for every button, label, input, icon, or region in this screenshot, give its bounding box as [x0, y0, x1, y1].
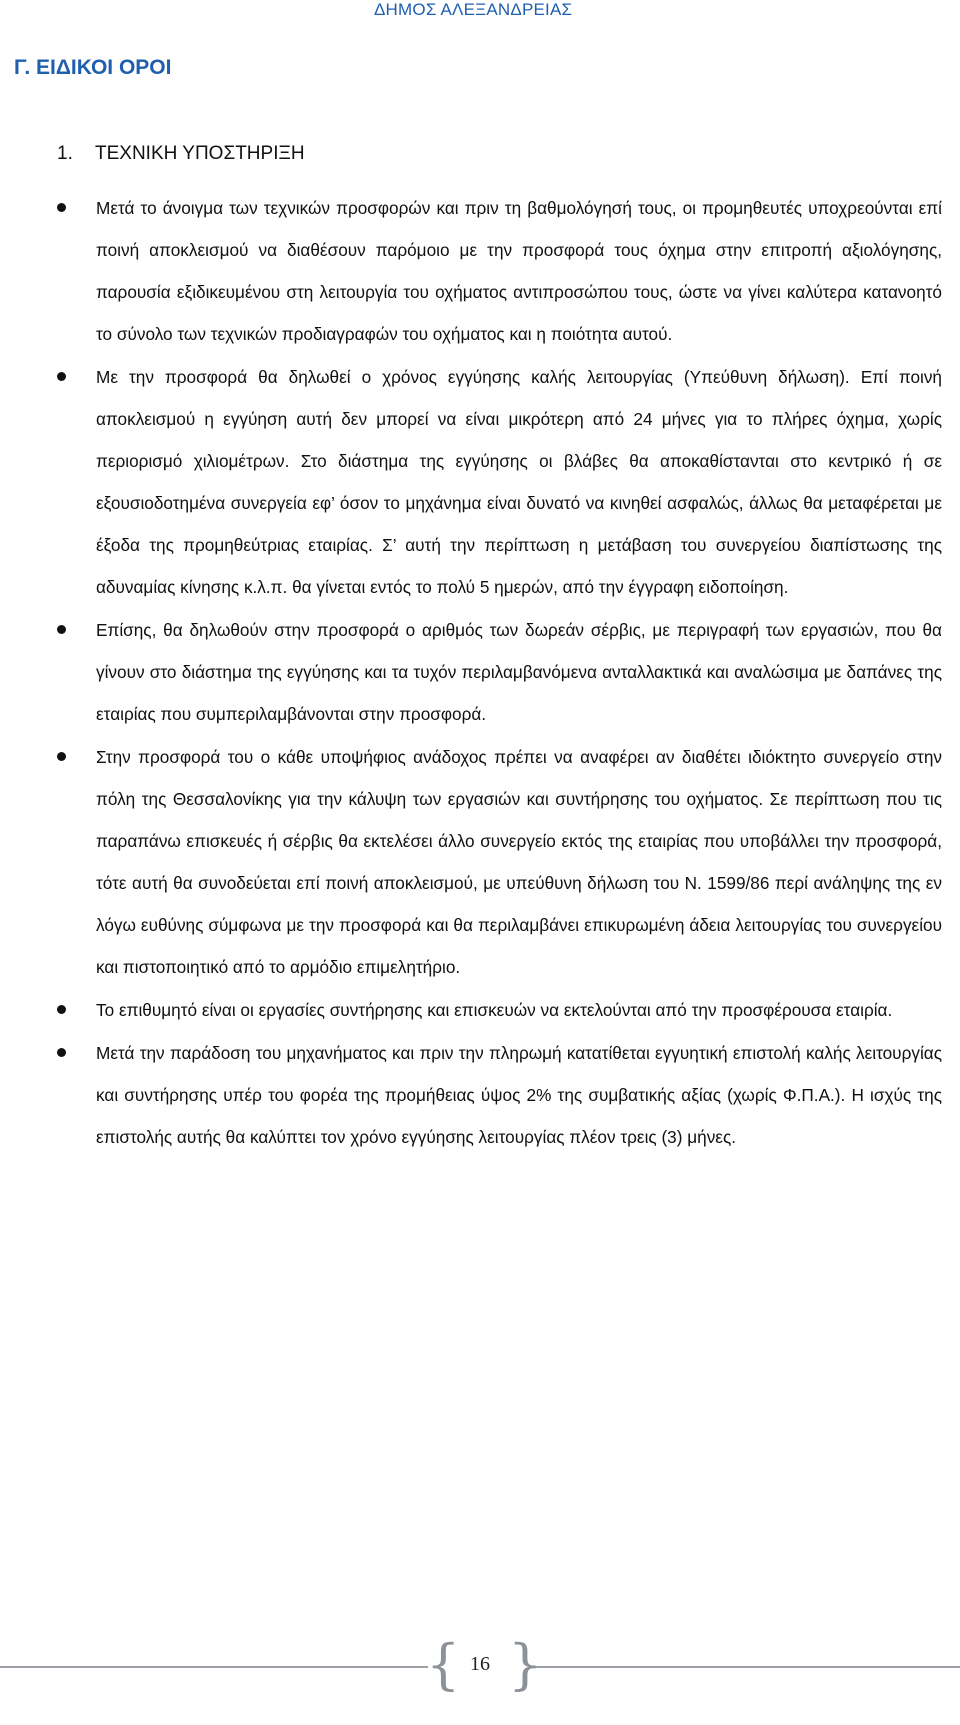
header-organization: ΔΗΜΟΣ ΑΛΕΞΑΝΔΡΕΙΑΣ: [374, 0, 573, 19]
bullet-dot-icon: [57, 752, 66, 761]
bullet-text: Μετά την παράδοση του μηχανήματος και πριν την πληρωμή κατατίθεται εγγυητική επιστολή καλής λειτουργίας και συντήρησης υπέρ του φορέα της προμήθειας ύψος 2% της συμβατικής αξίας (χωρίς Φ.Π.Α.). Η ισχύς της επιστολής αυτής θα καλύπτει τον χρόνο εγγύησης λειτουργίας πλέον τρεις (3) μήνες.: [96, 1043, 942, 1147]
bullet-text: Επίσης, θα δηλωθούν στην προσφορά ο αριθμός των δωρεάν σέρβις, με περιγραφή των εργασιών, που θα γίνουν στο διάστημα της εγγύησης και τα τυχόν περιλαμβανόμενα ανταλλακτικά και αναλώσιμα με δαπάνες της εταιρίας που συμπεριλαμβάνονται στην προσφορά.: [96, 620, 942, 724]
subsection-heading: [57, 143, 305, 165]
bullet-item: [0, 736, 960, 988]
page-footer: [0, 1633, 960, 1696]
bullet-dot-icon: [57, 1005, 66, 1014]
bullet-item: [0, 356, 960, 608]
page-number: 16: [470, 1653, 490, 1675]
bullet-item: [0, 609, 960, 735]
left-bracket-icon: {: [426, 1633, 461, 1696]
bullet-text: Μετά το άνοιγμα των τεχνικών προσφορών και πριν τη βαθμολόγησή τους, οι προμηθευτές υποχρεούνται επί ποινή αποκλεισμού να διαθέσουν παρόμοιο με την προσφορά τους όχημα στην επιτροπή αξιολόγησης, παρουσία εξιδικευμένου στη λειτουργία του οχήματος αντιπροσώπου τους, ώστε να γίνει καλύτερα κατανοητό το σύνολο των τεχνικών προδιαγραφών του οχήματος και η ποιότητα αυτού.: [96, 198, 942, 344]
footer-rule-right: [530, 1666, 960, 1668]
subsection-number: 1.: [57, 143, 73, 164]
subsection-title: ΤΕΧΝΙΚΗ ΥΠΟΣΤΗΡΙΞΗ: [95, 143, 305, 164]
bullet-dot-icon: [57, 625, 66, 634]
footer-rule-left: [0, 1666, 428, 1668]
bullet-text: Με την προσφορά θα δηλωθεί ο χρόνος εγγύησης καλής λειτουργίας (Υπεύθυνη δήλωση). Επί ποινή αποκλεισμού η εγγύηση αυτή δεν μπορεί να είναι μικρότερη από 24 μήνες για το πλήρες όχημα, χωρίς περιορισμό χιλιομέτρων. Στο διάστημα της εγγύησης οι βλάβες θα αποκαθίστανται στο κεντρικό ή σε εξουσιοδοτημένα συνεργεία εφ’ όσον το μηχάνημα είναι δυνατό να κινηθεί ασφαλώς, άλλως θα μεταφέρεται με έξοδα της προμηθεύτριας εταιρίας. Σ’ αυτή την περίπτωση η μετάβαση του συνεργείου διαπίστωσης της αδυναμίας κίνησης κ.λ.π. θα γίνεται εντός το πολύ 5 ημερών, από την έγγραφη ειδοποίηση.: [96, 367, 942, 597]
bullet-dot-icon: [57, 372, 66, 381]
bullet-dot-icon: [57, 203, 66, 212]
right-bracket-icon: }: [508, 1633, 543, 1696]
bullet-text: Το επιθυμητό είναι οι εργασίες συντήρησης και επισκευών να εκτελούνται από την προσφέρουσα εταιρία.: [96, 1000, 893, 1020]
page-header: [0, 0, 960, 24]
section-title: Γ. ΕΙΔΙΚΟΙ ΟΡΟΙ: [14, 56, 172, 79]
bullet-item: [0, 187, 960, 355]
bullet-list: [0, 187, 960, 1158]
bullet-item: [0, 1032, 960, 1158]
bullet-text: Στην προσφορά του ο κάθε υποψήφιος ανάδοχος πρέπει να αναφέρει αν διαθέτει ιδιόκτητο συνεργείο στην πόλη της Θεσσαλονίκης για την κάλυψη των εργασιών και συντήρησης του οχήματος. Σε περίπτωση που τις παραπάνω επισκευές ή σέρβις θα εκτελέσει άλλο συνεργείο εκτός της εταιρίας που υποβάλλει την προσφορά, τότε αυτή θα συνοδεύεται επί ποινή αποκλεισμού, με υπεύθυνη δήλωση του Ν. 1599/86 περί ανάληψης της εν λόγω ευθύνης σύμφωνα με την προσφορά και θα περιλαμβάνει επικυρωμένη άδεια λειτουργίας του συνεργείου και πιστοποιητικό από το αρμόδιο επιμελητήριο.: [96, 747, 942, 977]
bullet-item: [0, 989, 960, 1031]
bullet-dot-icon: [57, 1048, 66, 1057]
